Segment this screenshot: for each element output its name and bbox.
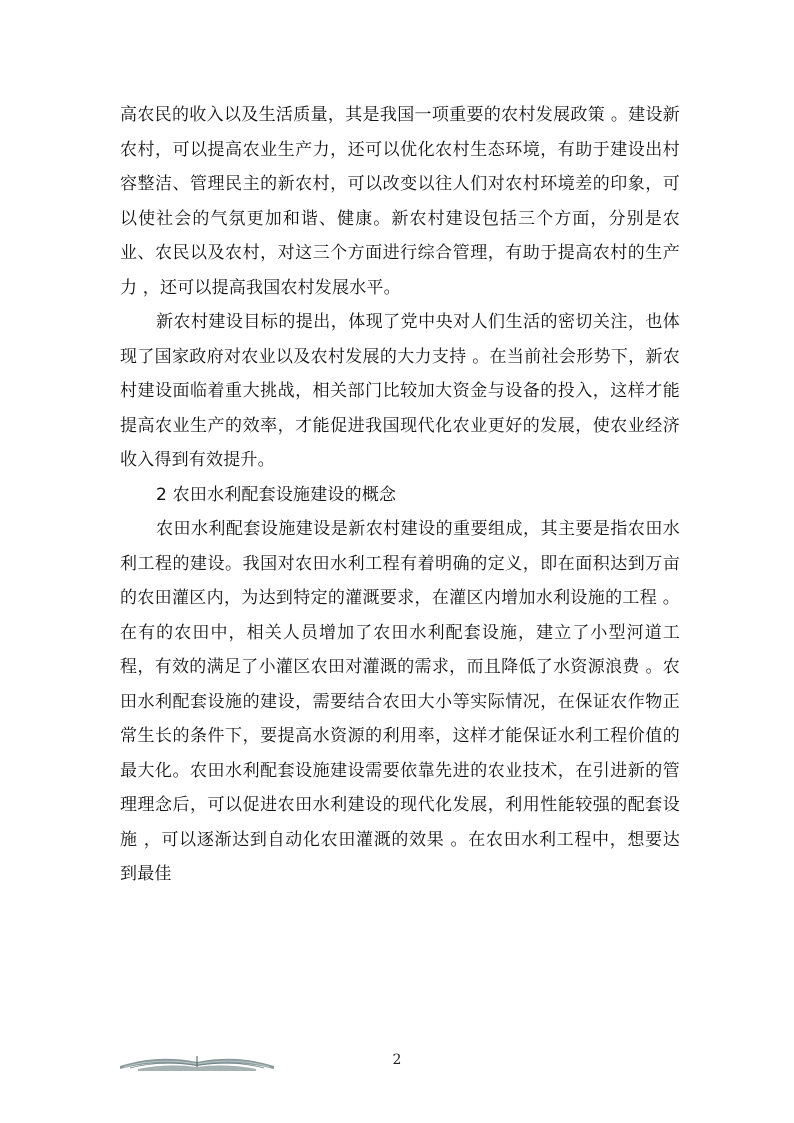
- paragraph-irrigation-concept: 农田水利配套设施建设是新农村建设的重要组成，其主要是指农田水利工程的建设。我国对农田水利工程有着明确的定义，即在面积达到万亩的农田灌区内，为达到特定的灌溉要求，在灌区内增加水利设施的工程 。在有的农田中，相关人员增加了农田水利配套设施，建立了小型河道工程，有效的满足了小灌区农田对灌溉的需求，而且降低了水资源浪费 。农田水利配套设施的建设，需要结合农田大小等实际情况，在保证农作物正常生长的条件下，要提高水资源的利用率，这样才能保证水利工程价值的最大化。农田水利配套设施建设需要依靠先进的农业技术，在引进新的管理理念后，可以促进农田水利建设的现代化发展，利用性能较强的配套设施 ，可以逐渐达到自动化农田灌溉的效果 。在农田水利工程中，想要达到最佳: [120, 519, 680, 884]
- paragraph-rural-goals: 新农村建设目标的提出，体现了党中央对人们生活的密切关注，也体现了国家政府对农业以及农村发展的大力支持 。在当前社会形势下，新农村建设面临着重大挑战，相关部门比较加大资金与设备的投入，这样才能提高农业生产的效率，才能促进我国现代化农业更好的发展，使农业经济收入得到有效提升。: [120, 312, 680, 470]
- page-number: 2: [392, 1052, 402, 1068]
- paragraph-rural-policy: 高农民的收入以及生活质量，其是我国一项重要的农村发展政策 。建设新农村，可以提高农业生产力，还可以优化农村生态环境，有助于建设出村容整洁、管理民主的新农村，可以改变以往人们对农村环境差的印象，可以使社会的气氛更加和谐、健康。新农村建设包括三个方面，分别是农业、农民以及农村，对这三个方面进行综合管理，有助于提高农村的生产力 ，还可以提高我国农村发展水平。: [120, 105, 680, 298]
- document-body: [120, 98, 680, 892]
- section-heading: 2 农田水利配套设施建设的概念: [156, 484, 397, 505]
